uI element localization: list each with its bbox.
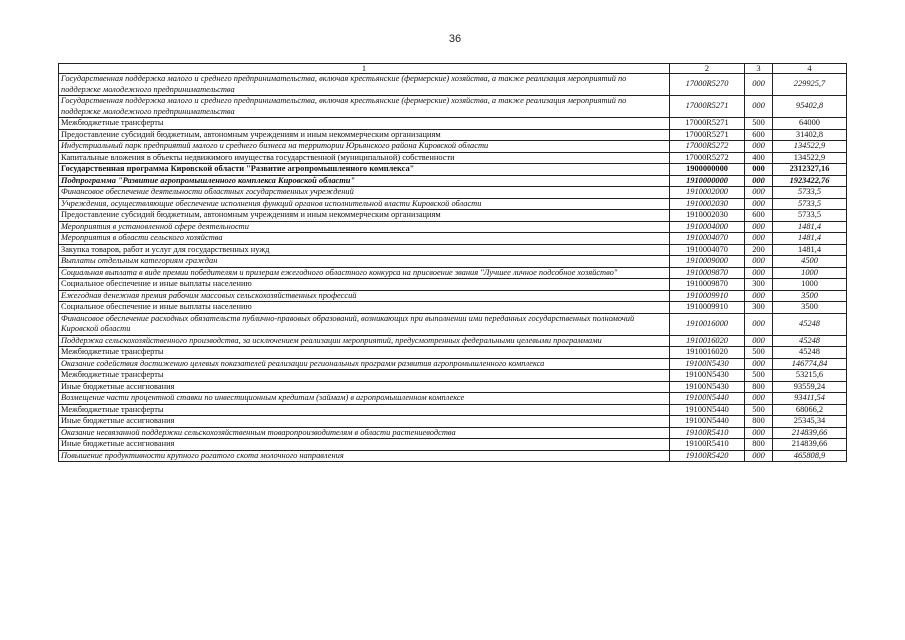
budget-table-body [59,64,847,462]
row-type-cell: 800 [745,416,773,428]
table-row [59,404,847,416]
table-row [59,244,847,256]
table-row [59,313,847,335]
row-type-cell: 000 [745,221,773,233]
row-name-cell: Выплаты отдельным категориям граждан [59,256,670,268]
table-row [59,427,847,439]
row-sum-cell: 1000 [773,267,847,279]
row-type-cell: 000 [745,313,773,335]
row-sum-cell: 45248 [773,347,847,359]
row-code-cell: 1910004000 [670,221,745,233]
table-row [59,335,847,347]
row-name-cell: Иные бюджетные ассигнования [59,381,670,393]
header-col-code: 2 [670,64,745,74]
row-sum-cell: 1481,4 [773,233,847,245]
row-name-cell: Иные бюджетные ассигнования [59,439,670,451]
table-row [59,96,847,118]
row-type-cell: 000 [745,198,773,210]
table-row [59,393,847,405]
row-type-cell: 300 [745,279,773,291]
row-type-cell: 000 [745,233,773,245]
row-code-cell: 19100R5420 [670,450,745,462]
row-code-cell: 19100N5430 [670,358,745,370]
table-row [59,290,847,302]
row-type-cell: 000 [745,393,773,405]
row-name-cell: Государственная программа Кировской области "Развитие агропромышленного комплекса" [59,164,670,176]
row-type-cell: 000 [745,175,773,187]
table-header-row [59,64,847,74]
row-code-cell: 17000R5271 [670,96,745,118]
row-name-cell: Оказание несвязанной поддержки сельскохозяйственным товаропроизводителям в области растениеводства [59,427,670,439]
row-name-cell: Финансовое обеспечение расходных обязательств публично-правовых образований, возникающих при выполнении ими переданных государственных полномочий Кировской области [59,313,670,335]
table-row [59,381,847,393]
row-type-cell: 800 [745,439,773,451]
row-sum-cell: 2312327,16 [773,164,847,176]
row-code-cell: 1910002030 [670,198,745,210]
table-row [59,164,847,176]
row-sum-cell: 53215,6 [773,370,847,382]
row-sum-cell: 134522,9 [773,141,847,153]
row-code-cell: 17000R5272 [670,152,745,164]
row-type-cell: 000 [745,427,773,439]
row-name-cell: Оказание содействия достижению целевых показателей реализации региональных программ развития агропромышленного комплекса [59,358,670,370]
row-type-cell: 600 [745,129,773,141]
table-row [59,267,847,279]
header-col-name: 1 [59,64,670,74]
row-name-cell: Возмещение части процентной ставки по инвестиционным кредитам (займам) в агропромышленном комплексе [59,393,670,405]
row-type-cell: 800 [745,381,773,393]
row-name-cell: Закупка товаров, работ и услуг для государственных нужд [59,244,670,256]
row-sum-cell: 45248 [773,313,847,335]
row-name-cell: Учреждения, осуществляющие обеспечение исполнения функций органов исполнительной власти Кировской области [59,198,670,210]
row-code-cell: 1910004070 [670,244,745,256]
row-sum-cell: 3500 [773,302,847,314]
row-sum-cell: 146774,84 [773,358,847,370]
row-name-cell: Предоставление субсидий бюджетным, автономным учреждениям и иным некоммерческим организациям [59,210,670,222]
row-code-cell: 19100N5430 [670,381,745,393]
row-type-cell: 000 [745,96,773,118]
row-name-cell: Мероприятия в установленной сфере деятельности [59,221,670,233]
row-name-cell: Межбюджетные трансферты [59,118,670,130]
row-code-cell: 19100N5440 [670,416,745,428]
row-sum-cell: 45248 [773,335,847,347]
table-row [59,118,847,130]
table-row [59,302,847,314]
row-type-cell: 000 [745,256,773,268]
row-sum-cell: 93411,54 [773,393,847,405]
row-code-cell: 1910002000 [670,187,745,199]
table-row [59,233,847,245]
row-sum-cell: 3500 [773,290,847,302]
row-code-cell: 1910016020 [670,335,745,347]
row-code-cell: 19100R5410 [670,427,745,439]
row-type-cell: 000 [745,358,773,370]
row-sum-cell: 465808,9 [773,450,847,462]
row-name-cell: Социальное обеспечение и иные выплаты населению [59,302,670,314]
row-type-cell: 500 [745,404,773,416]
row-type-cell: 000 [745,267,773,279]
table-row [59,347,847,359]
row-sum-cell: 1923422,76 [773,175,847,187]
row-type-cell: 200 [745,244,773,256]
table-row [59,279,847,291]
row-type-cell: 300 [745,302,773,314]
table-row [59,256,847,268]
row-sum-cell: 68066,2 [773,404,847,416]
row-name-cell: Межбюджетные трансферты [59,404,670,416]
row-code-cell: 1910016000 [670,313,745,335]
row-sum-cell: 134522,9 [773,152,847,164]
table-row [59,141,847,153]
row-type-cell: 600 [745,210,773,222]
row-type-cell: 500 [745,118,773,130]
header-col-type: 3 [745,64,773,74]
table-row [59,210,847,222]
row-name-cell: Предоставление субсидий бюджетным, автономным учреждениям и иным некоммерческим организациям [59,129,670,141]
row-name-cell: Государственная поддержка малого и среднего предпринимательства, включая крестьянские (фермерские) хозяйства, а также реализация мероприятий по поддержке молодежного предпринимательства [59,96,670,118]
row-type-cell: 000 [745,450,773,462]
row-sum-cell: 214839,66 [773,427,847,439]
table-row [59,152,847,164]
table-row [59,198,847,210]
table-row [59,175,847,187]
row-name-cell: Межбюджетные трансферты [59,370,670,382]
row-type-cell: 000 [745,74,773,96]
row-code-cell: 19100N5440 [670,393,745,405]
table-row [59,439,847,451]
row-name-cell: Социальное обеспечение и иные выплаты населению [59,279,670,291]
row-sum-cell: 95402,8 [773,96,847,118]
row-code-cell: 1910009870 [670,279,745,291]
row-name-cell: Межбюджетные трансферты [59,347,670,359]
table-row [59,370,847,382]
row-code-cell: 17000R5271 [670,118,745,130]
row-name-cell: Финансовое обеспечение деятельности областных государственных учреждений [59,187,670,199]
row-sum-cell: 93559,24 [773,381,847,393]
row-type-cell: 000 [745,141,773,153]
table-row [59,416,847,428]
row-code-cell: 19100R5410 [670,439,745,451]
row-name-cell: Государственная поддержка малого и среднего предпринимательства, включая крестьянские (фермерские) хозяйства, а также реализация мероприятий по поддержке молодежного предпринимательства [59,74,670,96]
row-sum-cell: 5733,5 [773,210,847,222]
row-code-cell: 17000R5271 [670,129,745,141]
row-code-cell: 19100N5430 [670,370,745,382]
row-name-cell: Ежегодная денежная премия рабочим массовых сельскохозяйственных профессий [59,290,670,302]
row-sum-cell: 229925,7 [773,74,847,96]
row-code-cell: 1910016020 [670,347,745,359]
row-type-cell: 500 [745,347,773,359]
row-code-cell: 1910009910 [670,290,745,302]
row-name-cell: Мероприятия в области сельского хозяйства [59,233,670,245]
row-name-cell: Капитальные вложения в объекты недвижимого имущества государственной (муниципальной) собственности [59,152,670,164]
row-code-cell: 1900000000 [670,164,745,176]
row-name-cell: Социальная выплата в виде премии победителям и призерам ежегодного областного конкурса на присвоение звания "Лучшее личное подсобное хозяйство" [59,267,670,279]
row-code-cell: 1910009870 [670,267,745,279]
table-row [59,221,847,233]
row-sum-cell: 5733,5 [773,187,847,199]
table-row [59,129,847,141]
row-code-cell: 1910000000 [670,175,745,187]
row-sum-cell: 1481,4 [773,221,847,233]
row-type-cell: 000 [745,290,773,302]
row-name-cell: Подпрограмма "Развитие агропромышленного комплекса Кировской области" [59,175,670,187]
row-sum-cell: 214839,66 [773,439,847,451]
row-type-cell: 000 [745,335,773,347]
table-row [59,187,847,199]
row-sum-cell: 1481,4 [773,244,847,256]
row-code-cell: 1910002030 [670,210,745,222]
row-code-cell: 1910009910 [670,302,745,314]
table-row [59,450,847,462]
row-name-cell: Поддержка сельскохозяйственного производства, за исключением реализации мероприятий, предусмотренных федеральными целевыми программами [59,335,670,347]
row-type-cell: 500 [745,370,773,382]
row-code-cell: 19100N5440 [670,404,745,416]
row-name-cell: Иные бюджетные ассигнования [59,416,670,428]
header-col-sum: 4 [773,64,847,74]
row-sum-cell: 31402,8 [773,129,847,141]
row-sum-cell: 1000 [773,279,847,291]
budget-table [58,63,847,462]
table-row [59,74,847,96]
table-row [59,358,847,370]
row-code-cell: 1910004070 [670,233,745,245]
row-name-cell: Индустриальный парк предприятий малого и среднего бизнеса на территории Юрьянского района Кировской области [59,141,670,153]
row-type-cell: 000 [745,164,773,176]
row-sum-cell: 25345,34 [773,416,847,428]
page-number: 36 [448,33,462,45]
row-code-cell: 17000R5272 [670,141,745,153]
row-sum-cell: 64000 [773,118,847,130]
row-type-cell: 400 [745,152,773,164]
row-type-cell: 000 [745,187,773,199]
row-code-cell: 17000R5270 [670,74,745,96]
row-sum-cell: 5733,5 [773,198,847,210]
row-code-cell: 1910009000 [670,256,745,268]
row-name-cell: Повышение продуктивности крупного рогатого скота молочного направления [59,450,670,462]
row-sum-cell: 4500 [773,256,847,268]
